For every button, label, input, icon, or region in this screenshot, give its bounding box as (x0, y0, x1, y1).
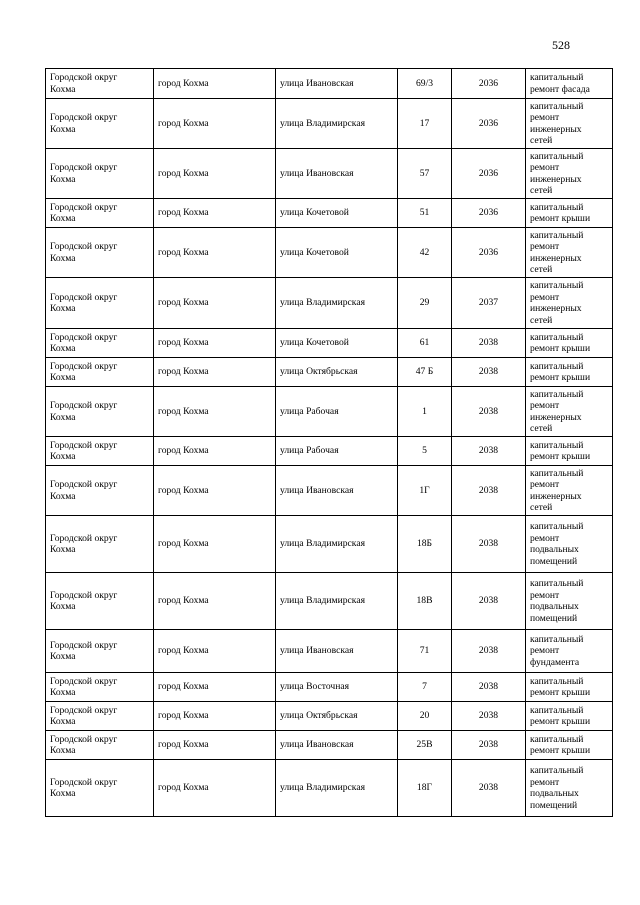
page-number: 528 (552, 38, 570, 52)
table-row (46, 702, 613, 731)
cell-ulica: улица Кочетовой (276, 199, 398, 228)
cell-gorod: город Кохма (154, 329, 276, 358)
cell-gorod: город Кохма (154, 673, 276, 702)
cell-okrug: Городской округ Кохма (46, 516, 154, 573)
cell-vid: капитальный ремонт инженерных сетей (526, 149, 613, 199)
cell-gorod: город Кохма (154, 149, 276, 199)
table-row (46, 573, 613, 630)
cell-vid: капитальный ремонт подвальных помещений (526, 760, 613, 817)
cell-vid: капитальный ремонт фасада (526, 69, 613, 99)
cell-gorod: город Кохма (154, 387, 276, 437)
table-row (46, 69, 613, 99)
cell-okrug: Городской округ Кохма (46, 731, 154, 760)
cell-year: 2038 (452, 573, 526, 630)
cell-year: 2038 (452, 673, 526, 702)
cell-gorod: город Кохма (154, 69, 276, 99)
cell-gorod: город Кохма (154, 702, 276, 731)
cell-vid: капитальный ремонт крыши (526, 199, 613, 228)
cell-ulica: улица Рабочая (276, 437, 398, 466)
cell-year: 2036 (452, 99, 526, 149)
cell-okrug: Городской округ Кохма (46, 573, 154, 630)
table-row (46, 329, 613, 358)
table-row (46, 516, 613, 573)
cell-gorod: город Кохма (154, 358, 276, 387)
cell-okrug: Городской округ Кохма (46, 278, 154, 329)
cell-ulica: улица Восточная (276, 673, 398, 702)
cell-ulica: улица Ивановская (276, 69, 398, 99)
cell-vid: капитальный ремонт инженерных сетей (526, 466, 613, 516)
cell-dom: 5 (398, 437, 452, 466)
cell-ulica: улица Владимирская (276, 278, 398, 329)
cell-year: 2038 (452, 516, 526, 573)
cell-okrug: Городской округ Кохма (46, 358, 154, 387)
table-row (46, 387, 613, 437)
cell-okrug: Городской округ Кохма (46, 199, 154, 228)
cell-dom: 7 (398, 673, 452, 702)
cell-gorod: город Кохма (154, 466, 276, 516)
cell-okrug: Городской округ Кохма (46, 673, 154, 702)
table-row (46, 99, 613, 149)
cell-vid: капитальный ремонт крыши (526, 329, 613, 358)
table-row (46, 673, 613, 702)
cell-ulica: улица Владимирская (276, 573, 398, 630)
cell-okrug: Городской округ Кохма (46, 329, 154, 358)
cell-dom: 1 (398, 387, 452, 437)
table-row (46, 149, 613, 199)
cell-okrug: Городской округ Кохма (46, 387, 154, 437)
table-row (46, 437, 613, 466)
table-row (46, 630, 613, 673)
cell-ulica: улица Октябрьская (276, 358, 398, 387)
cell-dom: 51 (398, 199, 452, 228)
cell-year: 2038 (452, 437, 526, 466)
cell-vid: капитальный ремонт крыши (526, 358, 613, 387)
cell-gorod: город Кохма (154, 228, 276, 278)
cell-okrug: Городской округ Кохма (46, 466, 154, 516)
cell-gorod: город Кохма (154, 99, 276, 149)
cell-gorod: город Кохма (154, 516, 276, 573)
cell-dom: 18Б (398, 516, 452, 573)
cell-ulica: улица Кочетовой (276, 228, 398, 278)
cell-year: 2038 (452, 760, 526, 817)
cell-ulica: улица Ивановская (276, 149, 398, 199)
cell-year: 2038 (452, 329, 526, 358)
cell-dom: 18В (398, 573, 452, 630)
cell-year: 2037 (452, 278, 526, 329)
cell-dom: 69/3 (398, 69, 452, 99)
cell-vid: капитальный ремонт крыши (526, 673, 613, 702)
table-row (46, 731, 613, 760)
cell-ulica: улица Ивановская (276, 630, 398, 673)
cell-vid: капитальный ремонт инженерных сетей (526, 278, 613, 329)
table-body (46, 69, 613, 817)
table-row (46, 466, 613, 516)
cell-year: 2038 (452, 387, 526, 437)
cell-gorod: город Кохма (154, 731, 276, 760)
cell-okrug: Городской округ Кохма (46, 702, 154, 731)
cell-gorod: город Кохма (154, 278, 276, 329)
cell-vid: капитальный ремонт инженерных сетей (526, 228, 613, 278)
cell-year: 2036 (452, 149, 526, 199)
cell-vid: капитальный ремонт подвальных помещений (526, 573, 613, 630)
cell-okrug: Городской округ Кохма (46, 69, 154, 99)
cell-year: 2038 (452, 630, 526, 673)
table-row (46, 760, 613, 817)
cell-ulica: улица Ивановская (276, 731, 398, 760)
cell-gorod: город Кохма (154, 437, 276, 466)
cell-gorod: город Кохма (154, 573, 276, 630)
cell-year: 2038 (452, 466, 526, 516)
cell-year: 2038 (452, 358, 526, 387)
cell-ulica: улица Владимирская (276, 760, 398, 817)
cell-dom: 71 (398, 630, 452, 673)
cell-dom: 17 (398, 99, 452, 149)
table-row (46, 278, 613, 329)
cell-dom: 42 (398, 228, 452, 278)
cell-okrug: Городской округ Кохма (46, 149, 154, 199)
cell-year: 2036 (452, 199, 526, 228)
cell-year: 2036 (452, 69, 526, 99)
cell-okrug: Городской округ Кохма (46, 760, 154, 817)
cell-year: 2036 (452, 228, 526, 278)
table-row (46, 358, 613, 387)
cell-okrug: Городской округ Кохма (46, 99, 154, 149)
cell-dom: 47 Б (398, 358, 452, 387)
cell-vid: капитальный ремонт фундамента (526, 630, 613, 673)
cell-gorod: город Кохма (154, 760, 276, 817)
cell-ulica: улица Владимирская (276, 516, 398, 573)
cell-vid: капитальный ремонт инженерных сетей (526, 387, 613, 437)
cell-vid: капитальный ремонт крыши (526, 702, 613, 731)
cell-gorod: город Кохма (154, 199, 276, 228)
cell-ulica: улица Ивановская (276, 466, 398, 516)
cell-dom: 1Г (398, 466, 452, 516)
repair-schedule-table (45, 68, 613, 817)
cell-vid: капитальный ремонт инженерных сетей (526, 99, 613, 149)
cell-vid: капитальный ремонт крыши (526, 731, 613, 760)
table-row (46, 228, 613, 278)
cell-vid: капитальный ремонт подвальных помещений (526, 516, 613, 573)
cell-ulica: улица Рабочая (276, 387, 398, 437)
cell-okrug: Городской округ Кохма (46, 228, 154, 278)
cell-dom: 61 (398, 329, 452, 358)
cell-ulica: улица Владимирская (276, 99, 398, 149)
cell-okrug: Городской округ Кохма (46, 630, 154, 673)
cell-dom: 29 (398, 278, 452, 329)
cell-ulica: улица Кочетовой (276, 329, 398, 358)
cell-year: 2038 (452, 731, 526, 760)
cell-vid: капитальный ремонт крыши (526, 437, 613, 466)
cell-year: 2038 (452, 702, 526, 731)
cell-dom: 25В (398, 731, 452, 760)
cell-ulica: улица Октябрьская (276, 702, 398, 731)
cell-dom: 57 (398, 149, 452, 199)
cell-dom: 18Г (398, 760, 452, 817)
cell-gorod: город Кохма (154, 630, 276, 673)
table-row (46, 199, 613, 228)
cell-okrug: Городской округ Кохма (46, 437, 154, 466)
cell-dom: 20 (398, 702, 452, 731)
